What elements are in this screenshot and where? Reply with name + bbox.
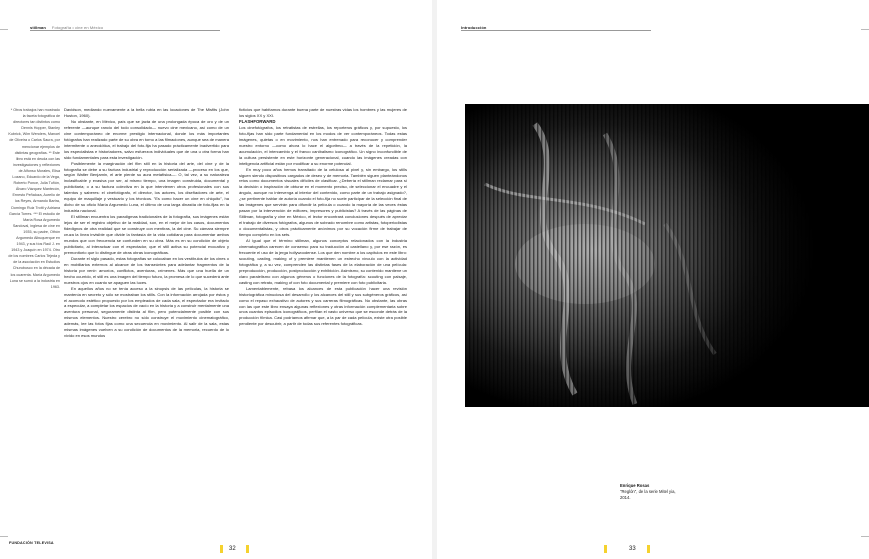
- caption-author: Enrique Rosas: [620, 483, 650, 488]
- page-number-left: 32: [229, 546, 236, 552]
- text-column-2: [239, 107, 407, 327]
- paragraph: Lamentablemente, rebasa los alcances de esta publicación hacer una revisión historiográfica minuciosa del desarrollo y los alcances del still y sus subgéneros gráficos, así como el repaso exhaustivo de autores y sus carreras filmográficas. No obstante, las obras con las que este libro ensaya algunas reflexiones y otras información complementaria sobre unos cuantos episodios iconográficos, perfilan el vasto universo que se esconde detrás de la producción fílmica. Casi podríamos afirmar que, a la par de cada película, existe otra posible pendiente por descubrir, a partir de todas sus referentes fotográficas.: [239, 285, 407, 327]
- running-head-title: stillman: [30, 25, 46, 30]
- paragraph: No obstante, en México, país que se jacta de una prolongada época de oro y de un referente —aunque rancio del todo consolidado— nuevo cine mexicano, así como de un cine contemporáneo de enorme prestigio internacional, donde los más importantes fotógrafos han realizado parte de su obra en torno a las filmaciones, aunque sea de manera intermitente o anecdótica, el trabajo del foto-fija ha pasado prácticamente inadvertido para los especialistas e historiadores, salvo esfuerzos individuales que de una u otra forma han sido fundamentales para esta investigación.: [64, 118, 229, 160]
- paragraph: Durante el siglo pasado, estas fotografías se colocaban en los vestíbulos de los cines o en mobiliarios externos al alcance de los transeúntes para adelantar fragmentos de la historia por venir: amoríos, conflictos, aventuras, crímenes. Más que una huella de un hecho ocurrido, el still es una imagen del tiempo futuro, la promesa de lo que sucederá ante nuestros ojos en cuanto se apaguen las luces.: [64, 255, 229, 285]
- paragraph: En aquellos años no se tenía acceso a la sinopsis de las películas, la historia se mantenía en secreto y sólo se mostraban los stills. Con la información arrojada por éstos y el acomodo estético propuesto por los empleados de cada sala, el espectador era invitado a especular, a completar los espacios de vacío en la historia y a construir mentalmente una aventura personal, seguramente distinta al film, pero potencialmente posible con sus mismos elementos. Nuestro cerebro no sólo construye el movimiento cinematográfico, además, lee las fotos fijas como una secuencia en movimiento. Al salir de la sala, estas mismas imágenes vuelven a su condición de documentos de la memoria, recuerdo de lo vivido en esos mundos: [64, 285, 229, 339]
- left-page: [0, 0, 432, 559]
- paragraph: Posiblemente la marginación del film still en la historia del arte, del cine y de la fotografía se debe a su factura industrial y reproducción serializada —proceso en los que, según Walter Benjamin, el arte pierde su aura metafísica—. O, tal vez, a su naturaleza inclasificable y evasiva por ser, al mismo tiempo, una imagen construida, documental y publicitaria; o a su factura colectiva en la que intervienen otros profesionales con sus talentos y saberes: el cinefotógrafo, el director, los actores, los diseñadores de arte, el equipo de maquillaje y vestuario y los técnicos. "Es como hacer un cine en chiquito", ha dicho de su oficio María Argumedo Luna, el último de una larga dinastía de foto-fijas en la industria nacional.: [64, 160, 229, 214]
- header-rule-right: [461, 30, 651, 31]
- crop-mark-tl: [0, 29, 8, 38]
- running-head-right: Introducción: [461, 25, 487, 30]
- text-column-1: [64, 107, 229, 339]
- header-rule: [30, 30, 220, 31]
- photo-caption: [620, 483, 676, 501]
- paragraph: Davidson, mediando nuevamente a la bella rubia en las locaciones de The Misfits (John Huston, 1960).: [64, 107, 229, 118]
- paragraph: En muy poco años hemos transitado de la celulosa al pixel y, sin embargo, los stills siguen siendo dispositivos cargados de deseo y de memoria. También siguen planteándonos retos como documentos visuales difíciles de clasificar. ¿Debería el stillman reclamar para sí la decisión o inspiración de obturar en el momento preciso, de seleccionar el encuadre y el ángulo, aunque no intervenga al interior del contenido, como parte de un trabajo asignado?, ¿se pertinente hablar de autoría cuando el foto-fija no suele participar de la selección final de las imágenes que servirán para difundir la película o cuando la mayoría de las veces éstas pasan por la intervención de editores, impresores y publicistas? A través de las páginas de Stillman, fotografía y cine en México, el lector encontrará conclusiones después de apreciar el trabajo de diversos fotógrafos, algunos de sobrado renombre como artistas, fotoperiodistas o documentalistas, y otros prácticamente anónimos por su vocación firme de trabajar de tiempo completo en los sets.: [239, 166, 407, 238]
- right-page: [437, 0, 869, 559]
- caption-year: 2014.: [620, 495, 631, 500]
- folio-bracket-left-r: [604, 545, 607, 553]
- paragraph: ficticios que habitamos durante buena parte de nuestras vidas los hombres y las mujeres de los siglos XX y XXI.: [239, 107, 407, 118]
- crop-mark-tr: [861, 29, 869, 38]
- page-number-right: 33: [629, 546, 636, 552]
- paragraph: El stillman encuentra los paradigmas tradicionales de la fotografía, sus imágenes están lejos de ser el registro objetivo de la realidad, son, en el mejor de los casos, documentos fidedignos de otra realidad que se construye con mentiras, la del cine. Su cámara siempre cruza la línea invisible que divide la fantasía de la vida cotidiana para documentar ambos mundos que con frecuencia se confunden en su obra. Más es en su condición de objeto publicitario, al interactuar con el espectador, que el still activa su potencial evocativo y premonitorio que lo distingue de otras obras iconográficas.: [64, 214, 229, 255]
- folio-bracket-left: [220, 545, 223, 553]
- paragraph: Los cinefotógrafos, los retratistas de estrellas, los reporteros gráficos y, por supuesto, los foto-fijas han sido parte fundamental en los modos de ver contemporáneos. Todas estas imágenes, quietas o en movimiento, nos han entrenado para reconocer y comprender nuestro entorno —como ahora lo hace el algoritmo— a través de la repetición, la acumulación, el intercambio y el franco canibalismo iconográfico. Un signo inconfundible de la cultura persistente en este horizonte generacional, cuando las imágenes creadas con inteligencia artificial están por modificar a su enorme potencial.: [239, 124, 407, 166]
- section-heading: FLASHFORWARD: [239, 118, 276, 124]
- margin-notes: * Otros trabajos han mostrado la faceta fotográfica de directores tan distintos como Dennis Hopper, Stanley Kubrick, Wim Wenders, Manoel de Oliveira o Carlos Saura, por mencionar ejemplos de distintas geografías. ** Este libro está en deuda con las investigaciones y reflexiones de Alfonso Morales, Elisa Lozano, Eduardo de la Vega, Roberto Ponce, Julia Tuñón, Álvaro Vázquez Mantecón, Ernesto Peñaloza, Aurelio de los Reyes, Armando Bartra, Domingo Ruiz Trotti y Adriana García Torres. *** El estudio de María Rosa Argumedo Sandoval, inglesa de cine en 1935, su padre, Othón Argumedo Albuquerque en 1943, y sus tíos Raúl J. en 1943 y Joaquín en 1974. Otro de los nombres Carlos Tejeda y de la asociación en Estudios Churubusco en la década de los cuarenta. María Argumedo Luna se sumó a la industria en 1963.: [8, 108, 60, 289]
- crop-mark-br: [861, 536, 869, 545]
- caption-title: "Reglón", de la serie Mitel yia,: [620, 489, 676, 494]
- folio-bracket-right-r: [647, 545, 650, 553]
- folio-bracket-right: [246, 545, 249, 553]
- crop-mark-bl: [0, 536, 8, 545]
- publisher-footer: FUNDACIÓN TELEVISA: [9, 541, 54, 545]
- paragraph: Al igual que el término stillman, algunos conceptos relacionados con la industria cinematográfica carecen de consenso para su traducción al castellano y, por ese razón, es frecuente el uso de la jerga hollywoodense. Los que den nombre a los capítulos en este libro: scouting, casting, making of y premiere mantienen un estrecho vínculo con la actividad fotográfica y, a su vez, comprenden las distintas fases de la elaboración de una película: preproducción, producción, postproducción y exhibición. Asimismo, su contenido mantiene un claro paralelismo con algunos géneros o funciones de la fotografía: scouting con paisaje, casting con retrato, making of con foto documental y premiere con foto publicitaria.: [239, 238, 407, 285]
- running-head-subtitle: Fotografía • cine en México: [51, 25, 104, 30]
- film-still-photograph: [465, 104, 869, 407]
